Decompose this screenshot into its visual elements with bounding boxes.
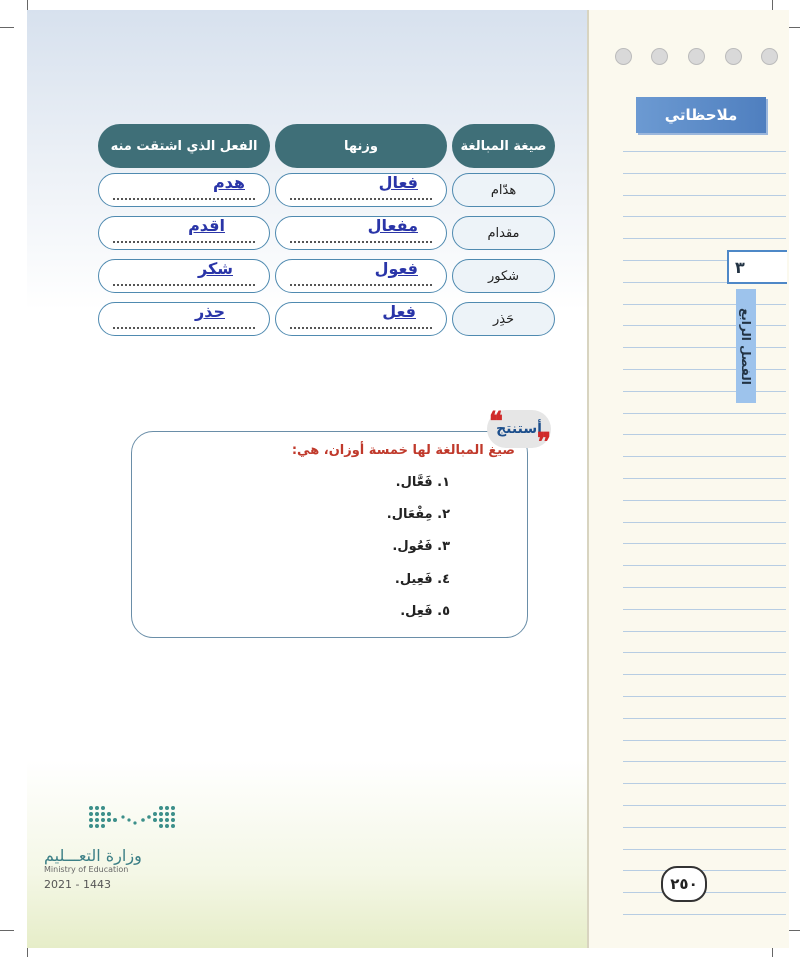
notes-title: ملاحظاتي (636, 97, 766, 133)
notes-rule (623, 783, 786, 784)
binder-hole-icon (725, 48, 742, 65)
quote-open-icon: ❝ (489, 407, 503, 437)
notes-rule (623, 543, 786, 544)
notes-rule (623, 565, 786, 566)
answer-line (290, 198, 432, 200)
notes-rule (623, 718, 786, 719)
verb-cell[interactable] (98, 302, 270, 336)
answer-line (290, 327, 432, 329)
quote-close-icon: ❞ (537, 428, 551, 458)
ministry-name-en: Ministry of Education (44, 865, 129, 874)
notes-rule (623, 325, 786, 326)
verb-answer: اقدم (188, 216, 225, 235)
pattern-cell[interactable] (275, 173, 447, 207)
notes-rule (623, 151, 786, 152)
conclude-intro: صيغ المبالغة لها خمسة أوزان، هي: (291, 443, 515, 458)
binder-hole-icon (688, 48, 705, 65)
binder-hole-icon (761, 48, 778, 65)
notes-rule (623, 849, 786, 850)
answer-line (113, 198, 255, 200)
notes-rule (623, 631, 786, 632)
pattern-answer: فعل (382, 302, 416, 321)
notes-rule (623, 761, 786, 762)
notes-rule (623, 522, 786, 523)
word-cell: مقدام (452, 216, 555, 250)
notes-rule (623, 195, 786, 196)
verb-answer: شكر (198, 259, 233, 278)
answer-line (113, 284, 255, 286)
verb-answer: هدم (212, 173, 245, 192)
notes-rule (623, 500, 786, 501)
pattern-answer: مفعال (367, 216, 418, 235)
notes-rule (623, 587, 786, 588)
notes-rule (623, 216, 786, 217)
word-cell: شكور (452, 259, 555, 293)
header-verb: الفعل الذي اشتقت منه (98, 124, 270, 168)
conclude-badge-label: أستنتج (496, 421, 542, 437)
notes-rule (623, 696, 786, 697)
notes-rule (623, 391, 786, 392)
notes-rule (623, 914, 786, 915)
notes-rule (623, 238, 786, 239)
notes-rule (623, 805, 786, 806)
form-item: ٢. مِفْعَال. (386, 507, 450, 522)
pattern-cell[interactable] (275, 302, 447, 336)
answer-line (290, 284, 432, 286)
notes-rule (623, 827, 786, 828)
answer-line (113, 327, 255, 329)
notes-rule (623, 870, 786, 871)
crop-mark (0, 27, 14, 28)
crop-mark (0, 930, 14, 931)
notes-rule (623, 434, 786, 435)
answer-line (113, 241, 255, 243)
notes-rule (623, 674, 786, 675)
form-item: ٥. فَعِل. (400, 604, 450, 619)
unit-number: ٣ (727, 250, 787, 284)
notes-rule (623, 413, 786, 414)
notes-rule (623, 740, 786, 741)
ministry-logo-icon (88, 805, 180, 833)
notes-rule (623, 304, 786, 305)
notes-rule (623, 369, 786, 370)
header-pattern: وزنها (275, 124, 447, 168)
notes-rule (623, 652, 786, 653)
notes-rule (623, 609, 786, 610)
pattern-answer: فعال (378, 173, 418, 192)
edition-year: 2021 - 1443 (44, 878, 111, 891)
form-item: ١. فَعَّال. (395, 475, 450, 490)
verb-cell[interactable] (98, 216, 270, 250)
pattern-cell[interactable] (275, 216, 447, 250)
notes-rule (623, 456, 786, 457)
form-item: ٤. فَعِيل. (394, 572, 450, 587)
header-word: صيغة المبالغة (452, 124, 555, 168)
form-item: ٣. فَعُول. (392, 539, 450, 554)
binder-hole-icon (615, 48, 632, 65)
conclude-box (131, 431, 528, 638)
notes-rule (623, 347, 786, 348)
word-cell: حَذِر (452, 302, 555, 336)
verb-cell[interactable] (98, 259, 270, 293)
binder-hole-icon (651, 48, 668, 65)
pattern-answer: فعول (374, 259, 418, 278)
answer-line (290, 241, 432, 243)
notes-rule (623, 173, 786, 174)
page-number: ٢٥٠ (661, 866, 707, 902)
ministry-name-ar: وزارة التعـــليم (44, 846, 142, 865)
unit-title: الفصل الرابع (736, 289, 756, 403)
pattern-cell[interactable] (275, 259, 447, 293)
verb-cell[interactable] (98, 173, 270, 207)
verb-answer: حذر (195, 302, 225, 321)
notes-rule (623, 478, 786, 479)
word-cell: هدّام (452, 173, 555, 207)
